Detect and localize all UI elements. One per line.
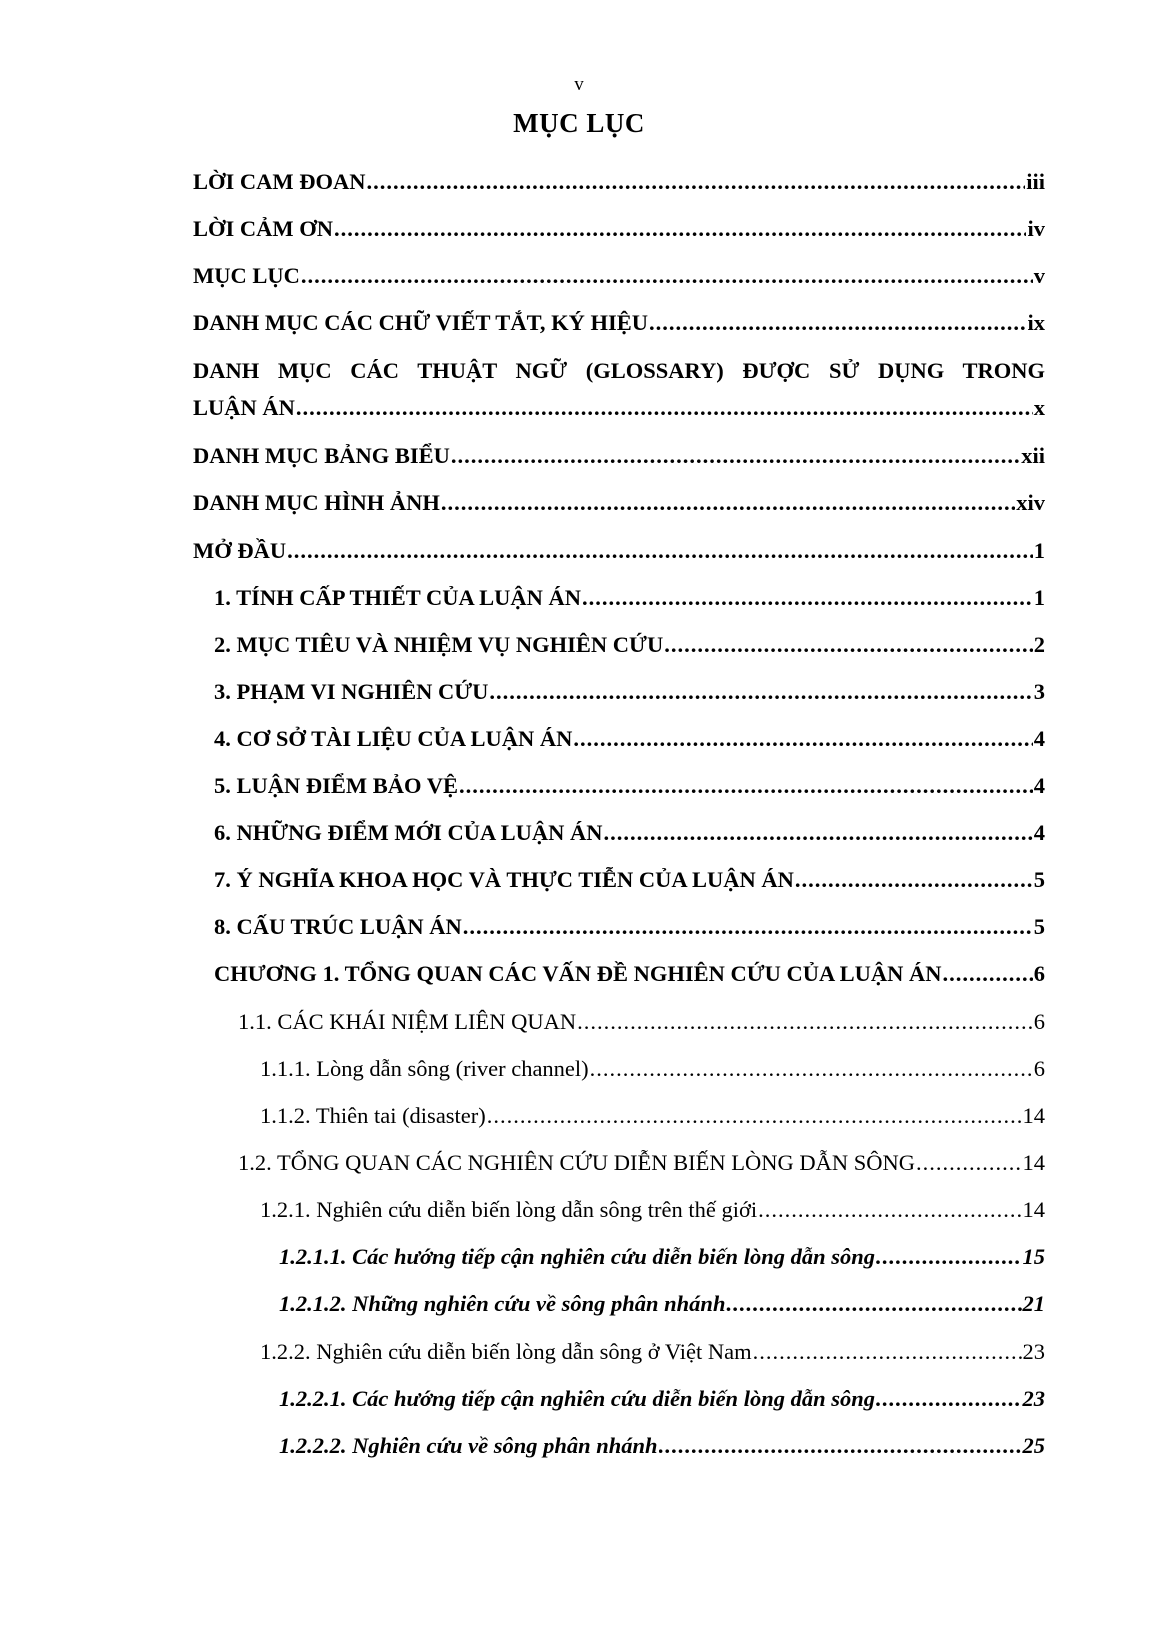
toc-entry-label: 1.2.2.1. Các hướng tiếp cận nghiên cứu diễn biến lòng dẫn sông [279, 1386, 875, 1411]
dot-leader [287, 537, 1033, 565]
toc-entry-page: 4 [1033, 820, 1045, 845]
toc-entry-page: iii [1026, 169, 1045, 194]
toc-entry-label: MỞ ĐẦU [193, 538, 287, 563]
dot-leader [463, 913, 1033, 941]
toc-entry-page: 5 [1033, 867, 1045, 892]
toc-entry-page: 21 [1022, 1291, 1045, 1316]
toc-entry-1-2-1-1[interactable] [279, 1243, 1045, 1271]
toc-entry-glossary[interactable] [193, 394, 1045, 422]
dot-leader [604, 819, 1033, 847]
toc-entry-label: CHƯƠNG 1. TỔNG QUAN CÁC VẤN ĐỀ NGHIÊN CỨU CỦA LUẬN ÁN [214, 961, 942, 986]
dot-leader [753, 1338, 1022, 1366]
dot-leader [441, 489, 1015, 517]
toc-entry-label: 1.1. CÁC KHÁI NIỆM LIÊN QUAN [238, 1009, 577, 1034]
dot-leader [916, 1149, 1021, 1177]
toc-entry-label: 6. NHỮNG ĐIỂM MỚI CỦA LUẬN ÁN [214, 820, 603, 845]
toc-entry-1-2-1[interactable] [260, 1196, 1045, 1224]
toc-entry-chapter-1[interactable] [214, 960, 1045, 988]
toc-entry-page: 23 [1022, 1339, 1045, 1364]
toc-entry-page: 3 [1033, 679, 1045, 704]
toc-entry-page: 6 [1033, 1009, 1045, 1034]
toc-entry-label: DANH MỤC HÌNH ẢNH [193, 490, 440, 515]
toc-entry-1-2-1-2[interactable] [279, 1290, 1045, 1318]
toc-entry-section-2[interactable] [214, 631, 1045, 659]
dot-leader [334, 215, 1026, 243]
toc-entry-mo-dau[interactable] [193, 537, 1045, 565]
toc-entry-label: 4. CƠ SỞ TÀI LIỆU CỦA LUẬN ÁN [214, 726, 573, 751]
toc-entry-page: 1 [1033, 538, 1045, 563]
toc-entry-1-1-1[interactable] [260, 1055, 1045, 1083]
toc-entry-section-6[interactable] [214, 819, 1045, 847]
toc-entry-1-2[interactable] [238, 1149, 1045, 1177]
toc-entry-label: 5. LUẬN ĐIỂM BẢO VỆ [214, 773, 458, 798]
toc-entry-1-2-2[interactable] [260, 1338, 1045, 1366]
toc-entry-1-1[interactable] [238, 1008, 1045, 1036]
toc-entry-label: 2. MỤC TIÊU VÀ NHIỆM VỤ NGHIÊN CỨU [214, 632, 664, 657]
toc-entry-label: LỜI CAM ĐOAN [193, 169, 366, 194]
dot-leader [664, 631, 1033, 659]
toc-entry-page: 6 [1033, 961, 1045, 986]
toc-entry-page: 5 [1033, 914, 1045, 939]
toc-entry-abbreviations[interactable] [193, 309, 1045, 337]
dot-leader [582, 584, 1033, 612]
dot-leader [367, 168, 1026, 196]
toc-entry-section-4[interactable] [214, 725, 1045, 753]
toc-entry-label: LỜI CẢM ƠN [193, 216, 333, 241]
dot-leader [795, 866, 1033, 894]
dot-leader [726, 1290, 1021, 1318]
page-number: v [574, 74, 584, 95]
toc-entry-page: 6 [1033, 1056, 1045, 1081]
toc-entry-label: 8. CẤU TRÚC LUẬN ÁN [214, 914, 462, 939]
dot-leader [296, 394, 1033, 422]
toc-entry-1-1-2[interactable] [260, 1102, 1045, 1130]
toc-entry-page: xii [1021, 443, 1045, 468]
toc-entry-label: 7. Ý NGHĨA KHOA HỌC VÀ THỰC TIỄN CỦA LUẬN ÁN [214, 867, 794, 892]
toc-entry-page: x [1033, 395, 1045, 420]
toc-entry-page: 14 [1022, 1103, 1045, 1128]
toc-entry-loi-cam-on[interactable] [193, 215, 1045, 243]
toc-entry-label: 1.2.2. Nghiên cứu diễn biến lòng dẫn sông ở Việt Nam [260, 1339, 752, 1364]
toc-entry-label: 1.1.1. Lòng dẫn sông (river channel) [260, 1056, 589, 1081]
dot-leader [573, 725, 1032, 753]
dot-leader [301, 262, 1033, 290]
toc-entry-label: 3. PHẠM VI NGHIÊN CỨU [214, 679, 489, 704]
toc-entry-figures[interactable] [193, 489, 1045, 517]
toc-entry-page: 25 [1022, 1433, 1045, 1458]
toc-entry-label: DANH MỤC BẢNG BIỂU [193, 443, 450, 468]
toc-entry-page: 23 [1022, 1386, 1045, 1411]
dot-leader [758, 1196, 1021, 1224]
toc-entry-label: 1. TÍNH CẤP THIẾT CỦA LUẬN ÁN [214, 585, 581, 610]
toc-entry-page: 4 [1033, 726, 1045, 751]
toc-entry-loi-cam-doan[interactable] [193, 168, 1045, 196]
toc-entry-tables[interactable] [193, 442, 1045, 470]
toc-entry-section-1[interactable] [214, 584, 1045, 612]
toc-entry-section-8[interactable] [214, 913, 1045, 941]
dot-leader [577, 1008, 1033, 1036]
toc-entry-section-3[interactable] [214, 678, 1045, 706]
toc-entry-page: 4 [1033, 773, 1045, 798]
dot-leader [459, 772, 1033, 800]
toc-entry-label: 1.2.1. Nghiên cứu diễn biến lòng dẫn sông trên thế giới [260, 1197, 758, 1222]
toc-entry-1-2-2-1[interactable] [279, 1385, 1045, 1413]
toc-entry-label: LUẬN ÁN [193, 395, 295, 420]
toc-entry-label: 1.2.2.2. Nghiên cứu về sông phân nhánh [279, 1433, 658, 1458]
toc-entry-glossary-line1[interactable]: DANH MỤC CÁC THUẬT NGỮ (GLOSSARY) ĐƯỢC SỬ DỤNG TRONG [193, 358, 1045, 383]
toc-entry-muc-luc[interactable] [193, 262, 1045, 290]
dot-leader [943, 960, 1033, 988]
dot-leader [876, 1243, 1022, 1271]
toc-entry-page: 14 [1022, 1197, 1045, 1222]
dot-leader [489, 678, 1032, 706]
toc-entry-section-5[interactable] [214, 772, 1045, 800]
toc-entry-page: iv [1027, 216, 1045, 241]
toc-entry-label: 1.1.2. Thiên tai (disaster) [260, 1103, 486, 1128]
toc-entry-page: 14 [1022, 1150, 1045, 1175]
toc-entry-page: 2 [1033, 632, 1045, 657]
toc-entry-label: 1.2.1.1. Các hướng tiếp cận nghiên cứu diễn biến lòng dẫn sông [279, 1244, 875, 1269]
dot-leader [876, 1385, 1022, 1413]
dot-leader [487, 1102, 1022, 1130]
dot-leader [451, 442, 1020, 470]
toc-entry-label: DANH MỤC CÁC CHỮ VIẾT TẮT, KÝ HIỆU [193, 310, 649, 335]
toc-entry-label: 1.2.1.2. Những nghiên cứu về sông phân nhánh [279, 1291, 726, 1316]
toc-entry-label: MỤC LỤC [193, 263, 300, 288]
dot-leader [659, 1432, 1022, 1460]
toc-entry-page: 1 [1033, 585, 1045, 610]
toc-entry-section-7[interactable] [214, 866, 1045, 894]
toc-entry-page: ix [1027, 310, 1045, 335]
toc-entry-1-2-2-2[interactable] [279, 1432, 1045, 1460]
dot-leader [590, 1055, 1033, 1083]
dot-leader [649, 309, 1026, 337]
toc-entry-page: v [1033, 263, 1045, 288]
toc-entry-page: 15 [1022, 1244, 1045, 1269]
toc-entry-page: xiv [1016, 490, 1045, 515]
page-title: MỤC LỤC [513, 108, 645, 138]
toc-entry-label: 1.2. TỔNG QUAN CÁC NGHIÊN CỨU DIỄN BIẾN LÒNG DẪN SÔNG [238, 1150, 916, 1175]
